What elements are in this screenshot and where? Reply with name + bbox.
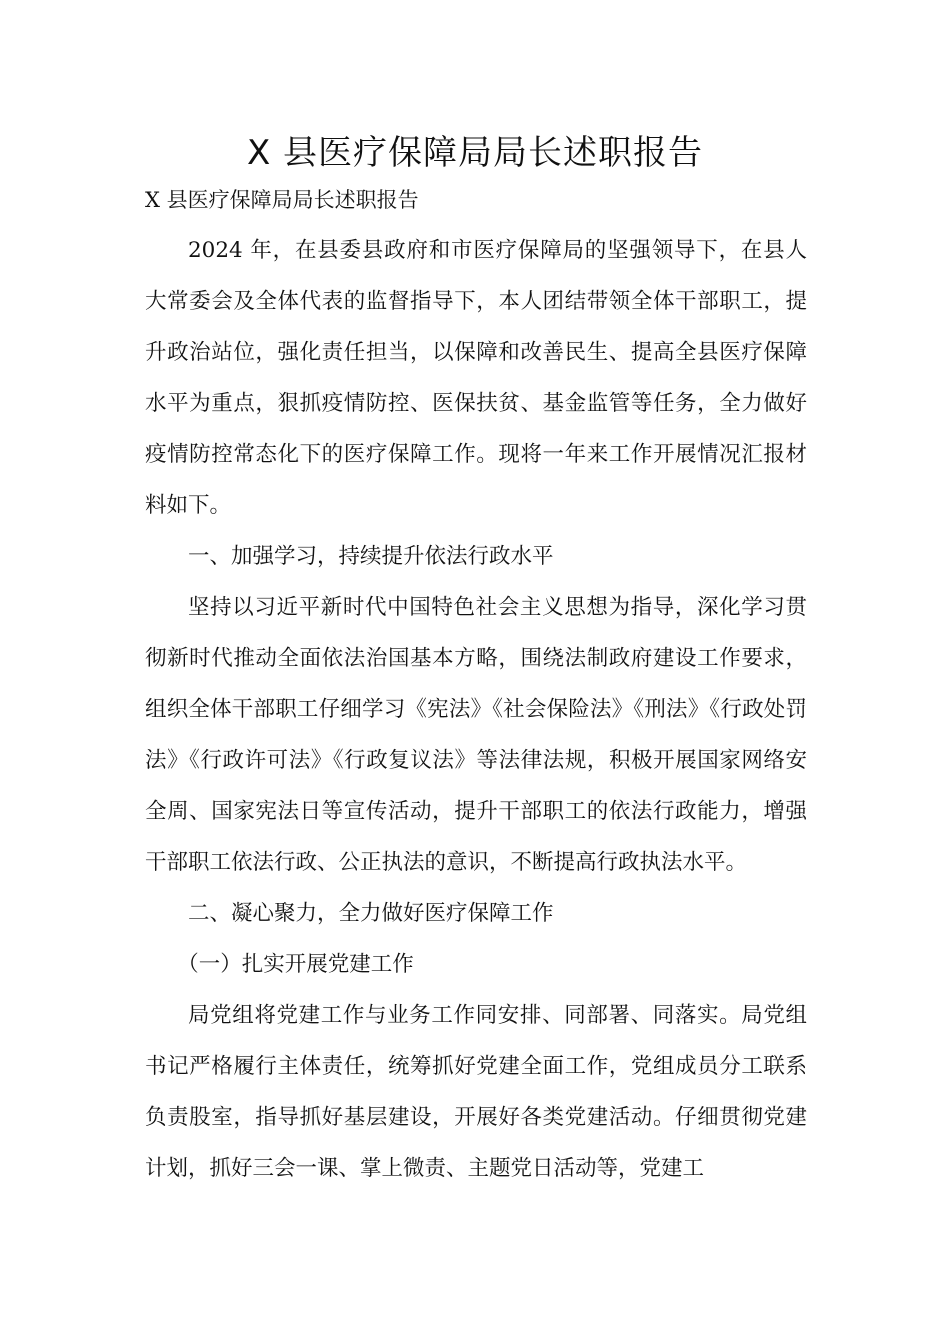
section-1-paragraph: 坚持以习近平新时代中国特色社会主义思想为指导，深化学习贯彻新时代推动全面依法治国基本方略，围绕法制政府建设工作要求，组织全体干部职工仔细学习《宪法》《社会保险法》《刑法》《行政处罚法》《行政许可法》《行政复议法》等法律法规，积极开展国家网络安全周、国家宪法日等宣传活动，提升干部职工的依法行政能力，增强干部职工依法行政、公正执法的意识，不断提高行政执法水平。 (145, 595, 807, 875)
section-heading-2: 二、凝心聚力，全力做好医疗保障工作 (188, 901, 554, 926)
intro-paragraph: 2024 年，在县委县政府和市医疗保障局的坚强领导下，在县人大常委会及全体代表的监督指导下，本人团结带领全体干部职工，提升政治站位，强化责任担当，以保障和改善民生、提高全县医疗保障水平为重点，狠抓疫情防控、医保扶贫、基金监管等任务，全力做好疫情防控常态化下的医疗保障工作。现将一年来工作开展情况汇报材料如下。 (145, 238, 807, 518)
subsection-heading-1: （一）扎实开展党建工作 (177, 952, 414, 977)
document-title: X 县医疗保障局局长述职报告 (246, 133, 704, 173)
section-heading-1: 一、加强学习，持续提升依法行政水平 (188, 544, 554, 569)
document-body (145, 225, 807, 1194)
document-subtitle: X 县医疗保障局局长述职报告 (145, 188, 419, 212)
subsection-1-paragraph: 局党组将党建工作与业务工作同安排、同部署、同落实。局党组书记严格履行主体责任，统筹抓好党建全面工作，党组成员分工联系负责股室，指导抓好基层建设，开展好各类党建活动。仔细贯彻党建计划，抓好三会一课、掌上微责、主题党日活动等，党建工 (145, 1003, 807, 1181)
